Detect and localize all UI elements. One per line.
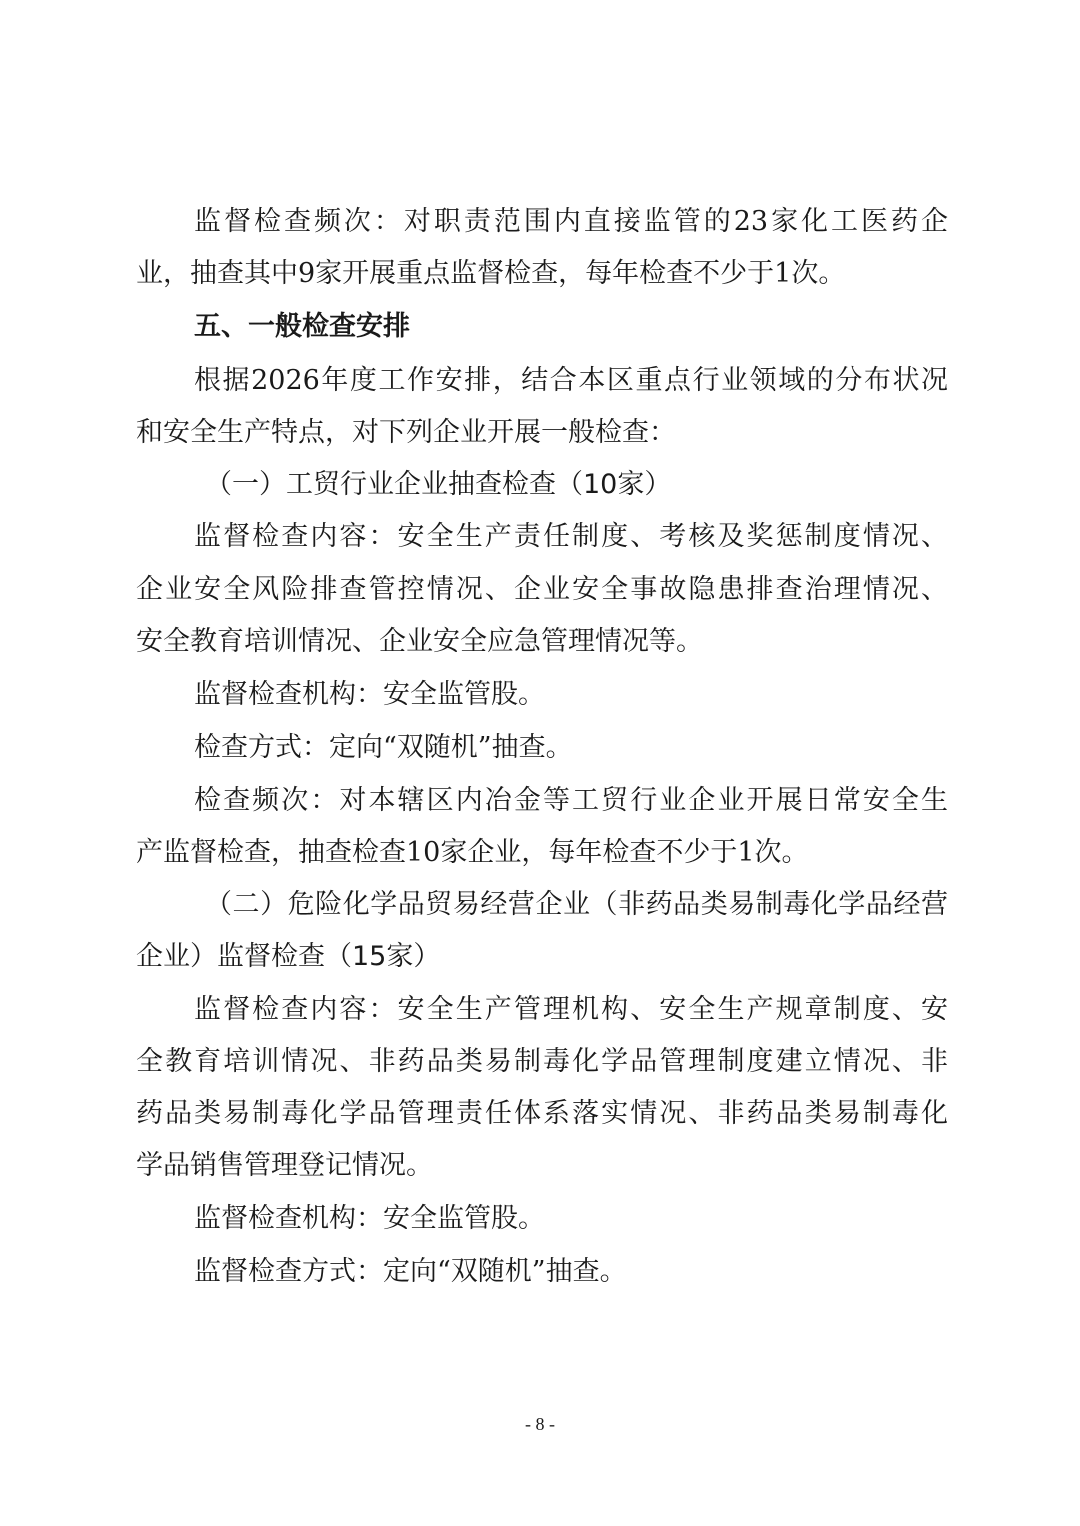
paragraph-line: 监督检查频次：对职责范围内直接监管的23家化工医药企 — [194, 206, 948, 237]
paragraph-line: 企业安全风险排查管控情况、企业安全事故隐患排查治理情况、 — [136, 574, 948, 605]
paragraph-line: 检查频次：对本辖区内冶金等工贸行业企业开展日常安全生 — [194, 785, 948, 816]
paragraph-line: 监督检查内容：安全生产责任制度、考核及奖惩制度情况、 — [194, 521, 948, 552]
paragraph-line: 业，抽查其中9家开展重点监督检查，每年检查不少于1次。 — [136, 258, 846, 289]
section-heading: 五、一般检查安排 — [194, 311, 410, 342]
paragraph-line: 安全教育培训情况、企业安全应急管理情况等。 — [136, 626, 703, 657]
subsection-heading: 企业）监督检查（15家） — [136, 941, 441, 972]
paragraph-line: 监督检查机构：安全监管股。 — [194, 679, 545, 710]
paragraph-line: 和安全生产特点，对下列企业开展一般检查： — [136, 417, 676, 448]
paragraph-line: 药品类易制毒化学品管理责任体系落实情况、非药品类易制毒化 — [136, 1098, 948, 1129]
paragraph-line: 产监督检查，抽查检查10家企业，每年检查不少于1次。 — [136, 837, 809, 868]
subsection-heading: （一）工贸行业企业抽查检查（10家） — [205, 469, 672, 500]
paragraph-line: 全教育培训情况、非药品类易制毒化学品管理制度建立情况、非 — [136, 1046, 948, 1077]
paragraph-line: 监督检查内容：安全生产管理机构、安全生产规章制度、安 — [194, 994, 948, 1025]
paragraph-line: 学品销售管理登记情况。 — [136, 1150, 433, 1181]
paragraph-line: 监督检查方式：定向“双随机”抽查。 — [194, 1256, 627, 1287]
page-number: - 8 - — [525, 1414, 555, 1434]
paragraph-line: 检查方式：定向“双随机”抽查。 — [194, 732, 573, 763]
paragraph-line: 根据2026年度工作安排，结合本区重点行业领域的分布状况 — [194, 365, 948, 396]
paragraph-line: 监督检查机构：安全监管股。 — [194, 1203, 545, 1234]
subsection-heading: （二）危险化学品贸易经营企业（非药品类易制毒化学品经营 — [205, 889, 948, 920]
